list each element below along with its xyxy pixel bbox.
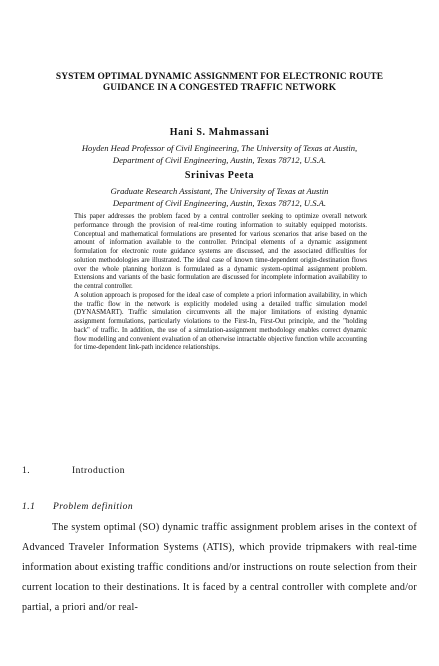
section-title: Introduction (72, 466, 125, 476)
subsection-heading-problem-definition (22, 502, 133, 512)
author-2-name: Srinivas Peeta (184, 170, 255, 181)
author-2-affiliation-line-1: Graduate Research Assistant, The University of Texas at Austin (110, 186, 329, 196)
author-2-affiliation-line-2: Department of Civil Engineering, Austin, Texas 78712, U.S.A. (112, 197, 327, 208)
author-2-affiliation (20, 186, 419, 209)
abstract (74, 213, 367, 353)
author-1-affiliation-line-1: Hoyden Head Professor of Civil Engineering, The University of Texas at Austin, (81, 143, 358, 153)
abstract-paragraph-2: A solution approach is proposed for the ideal case of complete a priori information availability, in which the traffic flow in the network is explicitly modeled using a detailed traffic simulation model (DYNASMART). Traffic simulation circumvents all the major limitations of existing dynamic assignment formulations, particularly violations to the First-In, First-Out principle, and the "holding back" of traffic. In addition, the use of a simulation-assignment methodology enables correct dynamic flow modelling and convenient evaluation of an otherwise intractable objective function while accounting for time-dependent link-path incidence relationships. (74, 291, 367, 352)
subsection-number: 1.1 (22, 502, 36, 512)
title-line-2: GUIDANCE IN A CONGESTED TRAFFIC NETWORK (102, 83, 337, 93)
section-heading-introduction (22, 466, 125, 476)
subsection-title: Problem definition (53, 502, 134, 512)
paper-title (22, 72, 417, 94)
author-1-name: Hani S. Mahmassani (169, 127, 270, 138)
body-paragraph: The system optimal (SO) dynamic traffic assignment problem arises in the context of Advanced Traveler Information Systems (ATIS), which provide tripmakers with real-time information about existing traffic conditions and/or instructions on route selection from their current location to their destinations. It is faced by a central controller with complete and/or partial, a priori and/or real- (22, 522, 417, 613)
body-text (22, 518, 417, 618)
section-number: 1. (22, 466, 31, 476)
author-1-affiliation-line-2: Department of Civil Engineering, Austin, Texas 78712, U.S.A. (112, 154, 327, 165)
author-1-affiliation (20, 143, 419, 166)
abstract-paragraph-1: This paper addresses the problem faced by a central controller seeking to optimize overall network performance through the provision of real-time routing information to suitably equipped motorists. Conceptual and mathematical formulations are presented for various scenarios that arise based on the amount of information available to the controller. Principal elements of a dynamic assignment formulation for electronic route guidance systems are discussed, and the associated difficulties for solution methodologies are illustrated. The ideal case of known time-dependent origin-destination flows over the whole planning horizon is formulated as a dynamic system-optimal assignment problem. Extensions and variants of the basic formulation are discussed for incomplete information availability to the central controller. (74, 213, 367, 290)
title-line-1: SYSTEM OPTIMAL DYNAMIC ASSIGNMENT FOR ELECTRONIC ROUTE (55, 72, 384, 82)
